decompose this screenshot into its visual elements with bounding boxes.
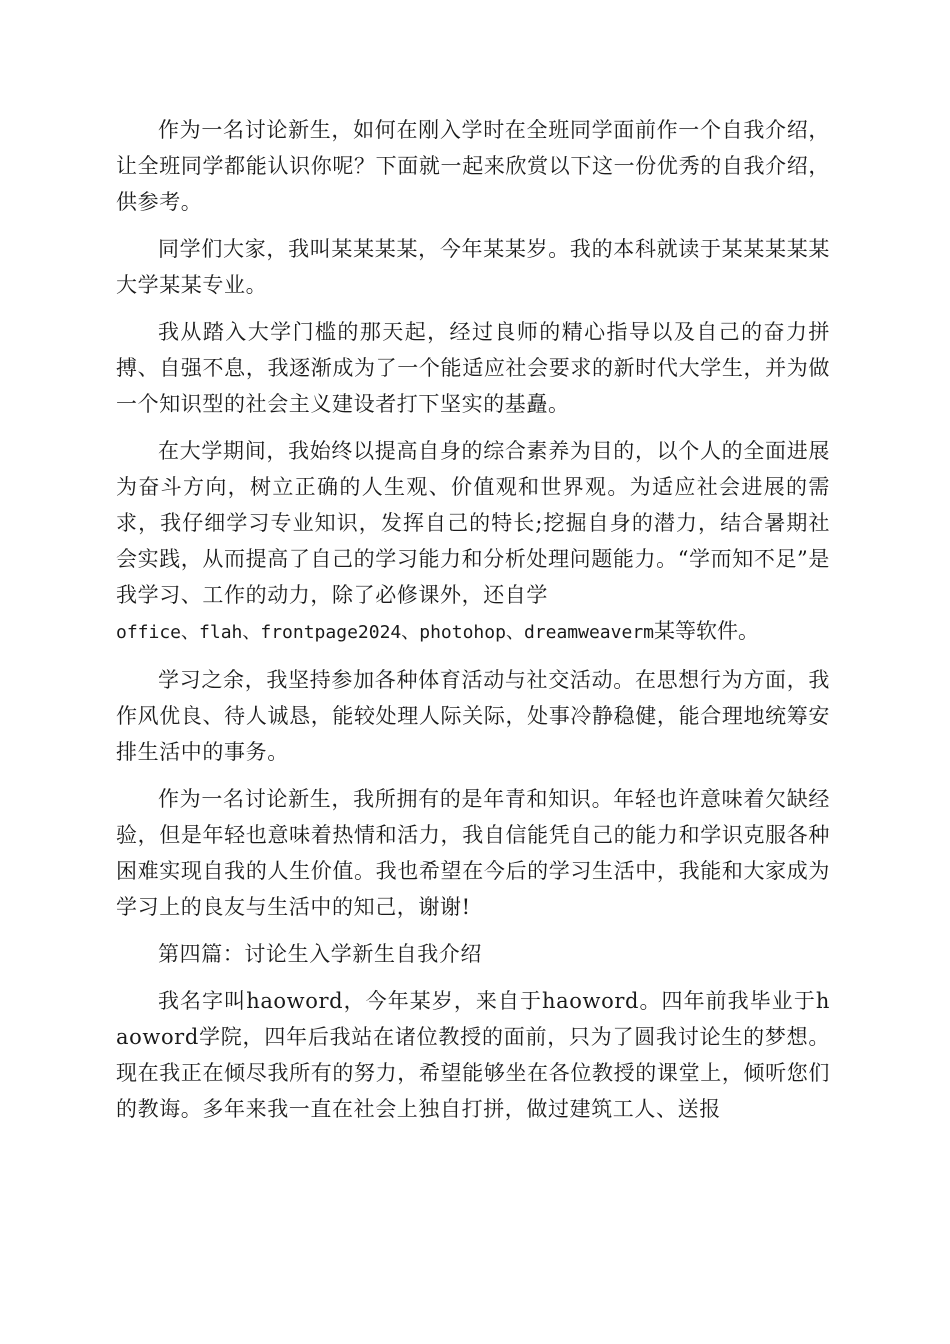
paragraph-university-text: 在大学期间，我始终以提高自身的综合素养为目的，以个人的全面进展为奋斗方向，树立正确的人生观、价值观和世界观。为适应社会进展的需求，我仔细学习专业知识，发挥自己的特长;挖掘自身的潜力，结合暑期社会实践，从而提高了自己的学习能力和分析处理问题能力。“学而知不足”是我学习、工作的动力，除了必修课外，还自学 bbox=[116, 439, 830, 607]
document-body bbox=[116, 112, 830, 1138]
software-list: office、flah、frontpage2024、photohop、dreamweaverm bbox=[116, 622, 654, 643]
paragraph-intro: 作为一名讨论新生，如何在刚入学时在全班同学面前作一个自我介绍，让全班同学都能认识你呢？下面就一起来欣赏以下这一份优秀的自我介绍，供参考。 bbox=[116, 118, 830, 214]
paragraph-closing: 作为一名讨论新生，我所拥有的是年青和知识。年轻也许意味着欠缺经验，但是年轻也意味着热情和活力，我自信能凭自己的能力和学识克服各种困难实现自我的人生价值。我也希望在今后的学习生活中，我能和大家成为学习上的良友与生活中的知己，谢谢! bbox=[116, 787, 830, 919]
paragraph-activities: 学习之余，我坚持参加各种体育活动与社交活动。在思想行为方面，我作风优良、待人诚恳，能较处理人际关际，处事冷静稳健，能合理地统筹安排生活中的事务。 bbox=[116, 668, 830, 764]
paragraph-university-period bbox=[116, 433, 830, 651]
software-list-line bbox=[116, 613, 830, 651]
paragraph-greeting: 同学们大家，我叫某某某某，今年某某岁。我的本科就读于某某某某某大学某某专业。 bbox=[116, 237, 830, 297]
paragraph-self-intro: 我名字叫haoword，今年某岁，来自于haoword。四年前我毕业于haoword学院，四年后我站在诸位教授的面前，只为了圆我讨论生的梦想。现在我正在倾尽我所有的努力，希望能够坐在各位教授的课堂上，倾听您们的教诲。多年来我一直在社会上独自打拼，做过建筑工人、送报 bbox=[116, 989, 830, 1121]
software-list-suffix: 某等软件。 bbox=[654, 619, 759, 643]
section-heading: 第四篇：讨论生入学新生自我介绍 bbox=[158, 942, 482, 966]
paragraph-growth: 我从踏入大学门槛的那天起，经过良师的精心指导以及自己的奋力拼搏、自强不息，我逐渐成为了一个能适应社会要求的新时代大学生，并为做一个知识型的社会主义建设者打下坚实的基矗。 bbox=[116, 320, 830, 416]
